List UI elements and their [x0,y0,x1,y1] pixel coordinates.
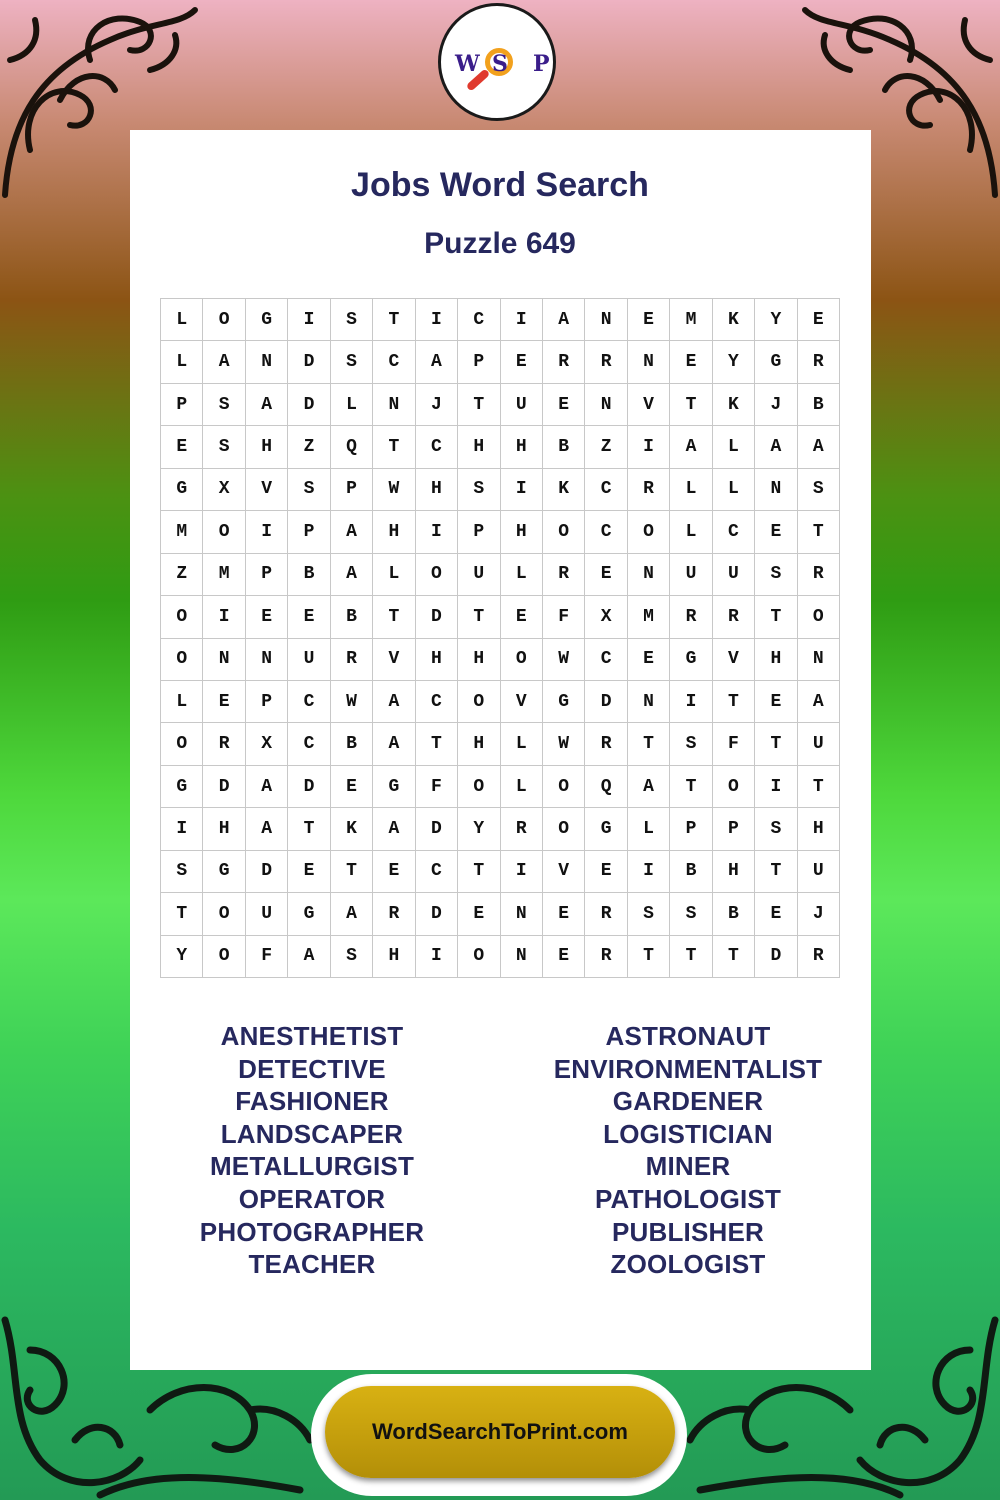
grid-cell[interactable]: Y [755,299,797,341]
grid-cell[interactable]: S [670,723,712,765]
grid-cell[interactable]: T [670,384,712,426]
grid-cell[interactable]: R [798,554,840,596]
grid-cell[interactable]: C [288,723,330,765]
grid-cell[interactable]: B [331,596,373,638]
grid-cell[interactable]: N [246,341,288,383]
grid-cell[interactable]: T [755,596,797,638]
grid-cell[interactable]: T [331,851,373,893]
grid-cell[interactable]: T [161,893,203,935]
grid-cell[interactable]: O [543,511,585,553]
grid-cell[interactable]: I [416,511,458,553]
grid-cell[interactable]: E [501,596,543,638]
grid-cell[interactable]: M [203,554,245,596]
grid-cell[interactable]: I [161,808,203,850]
grid-cell[interactable]: A [798,681,840,723]
grid-cell[interactable]: H [458,723,500,765]
grid-cell[interactable]: N [585,384,627,426]
grid-cell[interactable]: V [543,851,585,893]
grid-cell[interactable]: D [416,893,458,935]
grid-cell[interactable]: W [543,639,585,681]
grid-cell[interactable]: Z [288,426,330,468]
grid-cell[interactable]: N [585,299,627,341]
grid-cell[interactable]: R [501,808,543,850]
word-item: GARDENER [612,1086,764,1117]
grid-cell[interactable]: G [161,766,203,808]
grid-cell[interactable]: D [416,596,458,638]
grid-cell[interactable]: S [203,384,245,426]
grid-cell[interactable]: H [755,639,797,681]
grid-cell[interactable]: A [331,554,373,596]
word-item: DETECTIVE [238,1053,386,1084]
grid-cell[interactable]: P [670,808,712,850]
grid-cell[interactable]: T [755,851,797,893]
grid-cell[interactable]: P [331,469,373,511]
grid-cell[interactable]: K [543,469,585,511]
grid-cell[interactable]: P [288,511,330,553]
grid-cell[interactable]: M [161,511,203,553]
grid-cell[interactable]: Y [713,341,755,383]
grid-cell[interactable]: A [246,808,288,850]
grid-cell[interactable]: L [161,341,203,383]
grid-cell[interactable]: L [161,681,203,723]
grid-cell[interactable]: I [501,851,543,893]
grid-cell[interactable]: E [373,851,415,893]
grid-cell[interactable]: L [713,469,755,511]
grid-cell[interactable]: U [246,893,288,935]
site-link-button[interactable] [325,1386,675,1478]
grid-cell[interactable]: P [458,341,500,383]
grid-cell[interactable]: R [331,639,373,681]
word-item: PATHOLOGIST [594,1183,782,1214]
grid-cell[interactable]: I [755,766,797,808]
word-item: ASTRONAUT [605,1021,771,1051]
grid-cell[interactable]: N [628,341,670,383]
grid-cell[interactable]: J [416,384,458,426]
grid-cell[interactable]: C [416,681,458,723]
puzzle-number: Puzzle 649 [424,227,576,260]
grid-cell[interactable]: R [543,341,585,383]
grid-cell[interactable]: U [798,851,840,893]
grid-cell[interactable]: K [331,808,373,850]
grid-cell[interactable]: K [713,384,755,426]
grid-cell[interactable]: I [501,299,543,341]
grid-cell[interactable]: A [373,808,415,850]
grid-cell[interactable]: F [713,723,755,765]
grid-cell[interactable]: B [331,723,373,765]
grid-cell[interactable]: W [543,723,585,765]
grid-cell[interactable]: I [628,851,670,893]
grid-cell[interactable]: Y [161,936,203,978]
grid-cell[interactable]: O [713,766,755,808]
grid-cell[interactable]: O [543,808,585,850]
grid-cell[interactable]: T [628,936,670,978]
grid-cell[interactable]: E [585,851,627,893]
word-item: PUBLISHER [611,1216,765,1247]
page-title: Jobs Word Search [351,166,649,204]
grid-cell[interactable]: A [628,766,670,808]
grid-cell[interactable]: X [203,469,245,511]
grid-cell[interactable]: T [798,766,840,808]
grid-cell[interactable]: U [798,723,840,765]
grid-cell[interactable]: L [670,469,712,511]
grid-cell[interactable]: J [798,893,840,935]
grid-cell[interactable]: D [585,681,627,723]
grid-cell[interactable]: H [416,639,458,681]
grid-cell[interactable]: U [713,554,755,596]
grid-cell[interactable]: H [416,469,458,511]
grid-cell[interactable]: S [288,469,330,511]
grid-cell[interactable]: T [458,851,500,893]
grid-cell[interactable]: R [713,596,755,638]
grid-cell[interactable]: C [416,851,458,893]
grid-cell[interactable]: W [331,681,373,723]
grid-cell[interactable]: Q [331,426,373,468]
grid-cell[interactable]: E [670,341,712,383]
grid-cell[interactable]: P [713,808,755,850]
grid-cell[interactable]: U [458,554,500,596]
grid-cell[interactable]: C [713,511,755,553]
grid-cell[interactable]: T [713,681,755,723]
grid-cell[interactable]: I [203,596,245,638]
grid-cell[interactable]: J [755,384,797,426]
grid-cell[interactable]: T [670,766,712,808]
grid-cell[interactable]: P [458,511,500,553]
grid-cell[interactable]: H [373,936,415,978]
grid-cell[interactable]: P [246,554,288,596]
grid-cell[interactable]: G [670,639,712,681]
grid-cell[interactable]: E [501,341,543,383]
grid-cell[interactable]: W [373,469,415,511]
grid-cell[interactable]: Y [458,808,500,850]
grid-cell[interactable]: D [246,851,288,893]
grid-cell[interactable]: M [628,596,670,638]
grid-cell[interactable]: T [755,723,797,765]
grid-cell[interactable]: E [755,511,797,553]
grid-cell[interactable]: A [246,384,288,426]
grid-cell[interactable]: P [161,384,203,426]
grid-cell[interactable]: L [161,299,203,341]
word-item: FASHIONER [235,1086,389,1117]
grid-cell[interactable]: Q [585,766,627,808]
grid-cell[interactable]: E [543,384,585,426]
grid-cell[interactable]: R [798,341,840,383]
grid-cell[interactable]: I [670,681,712,723]
grid-cell[interactable]: L [501,766,543,808]
grid-cell[interactable]: O [203,299,245,341]
grid-cell[interactable]: T [458,596,500,638]
grid-cell[interactable]: I [246,511,288,553]
grid-cell[interactable]: R [585,723,627,765]
word-item: ENVIRONMENTALIST [553,1053,823,1084]
grid-cell[interactable]: O [161,639,203,681]
grid-cell[interactable]: H [203,808,245,850]
grid-cell[interactable]: A [246,766,288,808]
word-item: MINER [645,1151,731,1182]
grid-cell[interactable]: A [373,723,415,765]
grid-cell[interactable]: A [543,299,585,341]
grid-cell[interactable]: E [288,596,330,638]
grid-cell[interactable]: G [543,681,585,723]
grid-cell[interactable]: T [416,723,458,765]
grid-cell[interactable]: H [458,639,500,681]
grid-cell[interactable]: S [331,341,373,383]
grid-cell[interactable]: O [203,511,245,553]
grid-cell[interactable]: C [416,426,458,468]
grid-cell[interactable]: S [331,299,373,341]
grid-cell[interactable]: S [798,469,840,511]
grid-cell[interactable]: F [416,766,458,808]
grid-cell[interactable]: O [628,511,670,553]
logo-letter-w: W [455,51,480,77]
grid-cell[interactable]: G [288,893,330,935]
grid-cell[interactable]: N [246,639,288,681]
grid-cell[interactable]: N [373,384,415,426]
site-logo[interactable] [438,3,556,121]
logo-letter-p: P [533,51,550,77]
grid-cell[interactable]: E [288,851,330,893]
logo-letter-s: S [492,51,508,77]
grid-cell[interactable]: O [203,893,245,935]
grid-cell[interactable]: R [798,936,840,978]
grid-cell[interactable]: S [203,426,245,468]
grid-cell[interactable]: L [628,808,670,850]
grid-cell[interactable]: O [458,936,500,978]
word-item: LOGISTICIAN [603,1118,773,1149]
grid-cell[interactable]: G [246,299,288,341]
grid-cell[interactable]: R [585,936,627,978]
grid-cell[interactable]: F [543,596,585,638]
grid-cell[interactable]: E [798,299,840,341]
grid-cell[interactable]: A [331,893,373,935]
grid-cell[interactable]: E [755,893,797,935]
grid-cell[interactable]: U [501,384,543,426]
grid-cell[interactable]: T [713,936,755,978]
grid-cell[interactable]: E [458,893,500,935]
grid-cell[interactable]: L [501,723,543,765]
grid-cell[interactable]: D [288,384,330,426]
grid-cell[interactable]: V [628,384,670,426]
word-list-left [137,1020,487,1281]
grid-cell[interactable]: A [331,511,373,553]
grid-cell[interactable]: R [585,893,627,935]
grid-cell[interactable]: L [713,426,755,468]
grid-cell[interactable]: L [670,511,712,553]
grid-cell[interactable]: T [373,596,415,638]
grid-cell[interactable]: F [246,936,288,978]
grid-cell[interactable]: A [373,681,415,723]
grid-cell[interactable]: O [501,639,543,681]
word-item: PHOTOGRAPHER [199,1216,425,1247]
grid-cell[interactable]: H [246,426,288,468]
grid-cell[interactable]: N [628,554,670,596]
grid-cell[interactable]: G [161,469,203,511]
grid-cell[interactable]: R [543,554,585,596]
grid-cell[interactable]: E [543,893,585,935]
grid-cell[interactable]: I [416,299,458,341]
grid-cell[interactable]: U [670,554,712,596]
grid-cell[interactable]: T [373,299,415,341]
grid-cell[interactable]: X [246,723,288,765]
grid-cell[interactable]: O [161,596,203,638]
grid-cell[interactable]: A [288,936,330,978]
grid-cell[interactable]: L [373,554,415,596]
letter-grid [160,298,840,978]
grid-cell[interactable]: R [373,893,415,935]
grid-cell[interactable]: I [501,469,543,511]
grid-cell[interactable]: N [628,681,670,723]
grid-cell[interactable]: H [458,426,500,468]
grid-cell[interactable]: C [288,681,330,723]
site-link-label: WordSearchToPrint.com [372,1419,628,1444]
grid-cell[interactable]: S [755,554,797,596]
grid-cell[interactable]: E [543,936,585,978]
grid-cell[interactable]: E [331,766,373,808]
grid-cell[interactable]: T [373,426,415,468]
grid-cell[interactable]: A [798,426,840,468]
grid-cell[interactable]: S [458,469,500,511]
grid-cell[interactable]: R [670,596,712,638]
grid-cell[interactable]: H [713,851,755,893]
grid-cell[interactable]: E [203,681,245,723]
grid-cell[interactable]: B [288,554,330,596]
grid-cell[interactable]: G [203,851,245,893]
grid-cell[interactable]: A [670,426,712,468]
grid-cell[interactable]: T [288,808,330,850]
grid-cell[interactable]: D [416,808,458,850]
grid-cell[interactable]: T [458,384,500,426]
grid-cell[interactable]: D [288,341,330,383]
word-item: OPERATOR [238,1183,386,1214]
grid-cell[interactable]: Z [161,554,203,596]
grid-cell[interactable]: O [458,766,500,808]
grid-cell[interactable]: V [713,639,755,681]
grid-cell[interactable]: S [331,936,373,978]
grid-cell[interactable]: E [585,554,627,596]
grid-cell[interactable]: D [203,766,245,808]
grid-cell[interactable]: R [585,341,627,383]
grid-cell[interactable]: P [246,681,288,723]
grid-cell[interactable]: Z [585,426,627,468]
grid-cell[interactable]: B [798,384,840,426]
grid-cell[interactable]: N [755,469,797,511]
grid-cell[interactable]: G [755,341,797,383]
word-item: ZOOLOGIST [610,1249,766,1280]
grid-cell[interactable]: T [670,936,712,978]
grid-cell[interactable]: O [798,596,840,638]
grid-cell[interactable]: E [755,681,797,723]
grid-cell[interactable]: V [501,681,543,723]
grid-cell[interactable]: B [713,893,755,935]
grid-cell[interactable]: S [755,808,797,850]
grid-cell[interactable]: G [585,808,627,850]
word-item: TEACHER [248,1249,376,1280]
grid-cell[interactable]: V [246,469,288,511]
grid-cell[interactable]: R [628,469,670,511]
grid-cell[interactable]: I [628,426,670,468]
grid-cell[interactable]: O [203,936,245,978]
grid-cell[interactable]: S [670,893,712,935]
grid-cell[interactable]: C [458,299,500,341]
word-list-right [513,1020,863,1281]
grid-cell[interactable]: X [585,596,627,638]
grid-cell[interactable]: L [331,384,373,426]
grid-cell[interactable]: O [161,723,203,765]
grid-cell[interactable]: N [798,639,840,681]
grid-cell[interactable]: L [501,554,543,596]
grid-cell[interactable]: N [501,893,543,935]
grid-cell[interactable]: I [288,299,330,341]
grid-cell[interactable]: V [373,639,415,681]
grid-cell[interactable]: E [161,426,203,468]
grid-cell[interactable]: U [288,639,330,681]
grid-cell[interactable]: C [585,511,627,553]
grid-cell[interactable]: E [628,639,670,681]
grid-cell[interactable]: A [203,341,245,383]
grid-cell[interactable]: C [585,639,627,681]
grid-cell[interactable]: S [161,851,203,893]
grid-cell[interactable]: H [501,511,543,553]
word-item: ANESTHETIST [220,1021,404,1051]
grid-cell[interactable]: S [628,893,670,935]
grid-cell[interactable]: T [628,723,670,765]
grid-cell[interactable]: B [543,426,585,468]
grid-cell[interactable]: G [373,766,415,808]
grid-cell[interactable]: H [798,808,840,850]
grid-cell[interactable]: D [755,936,797,978]
grid-cell[interactable]: T [798,511,840,553]
grid-cell[interactable]: K [713,299,755,341]
grid-cell[interactable]: B [670,851,712,893]
grid-cell[interactable]: O [416,554,458,596]
grid-cell[interactable]: E [628,299,670,341]
grid-cell[interactable]: A [755,426,797,468]
grid-cell[interactable]: H [501,426,543,468]
grid-cell[interactable]: M [670,299,712,341]
grid-cell[interactable]: E [246,596,288,638]
word-item: LANDSCAPER [220,1118,404,1149]
grid-cell[interactable]: A [416,341,458,383]
grid-cell[interactable]: D [288,766,330,808]
word-item: METALLURGIST [209,1151,415,1182]
grid-cell[interactable]: I [416,936,458,978]
grid-cell[interactable]: C [585,469,627,511]
grid-cell[interactable]: R [203,723,245,765]
grid-cell[interactable]: O [543,766,585,808]
grid-cell[interactable]: N [501,936,543,978]
grid-cell[interactable]: N [203,639,245,681]
grid-cell[interactable]: H [373,511,415,553]
grid-cell[interactable]: O [458,681,500,723]
grid-cell[interactable]: C [373,341,415,383]
